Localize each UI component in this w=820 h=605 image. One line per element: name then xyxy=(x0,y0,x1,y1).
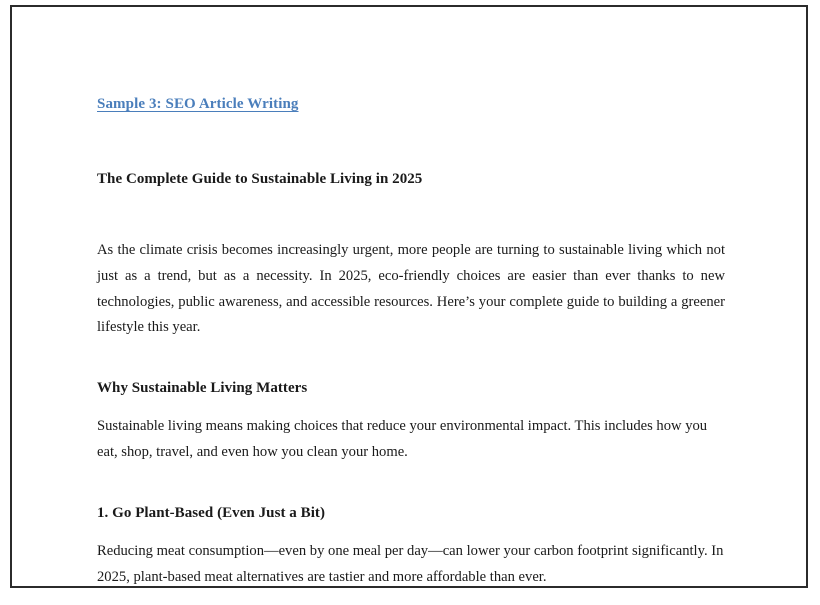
section-heading-go-plant-based: 1. Go Plant-Based (Even Just a Bit) xyxy=(97,504,326,521)
document-page xyxy=(10,5,808,588)
section-heading-why-sustainable-living-matters: Why Sustainable Living Matters xyxy=(97,380,308,397)
section-two-paragraph: Reducing meat consumption—even by one meal per day—can lower your carbon footprint significantly. In 2025, plant-based meat alternatives are tastier and more affordable than ever. xyxy=(97,542,724,585)
intro-paragraph: As the climate crisis becomes increasingly urgent, more people are turning to sustainable living which not just as a trend, but as a necessity. In 2025, eco-friendly choices are easier than ever thanks to new technologies, public awareness, and accessible resources. Here’s your complete guide to building a greener lifestyle this year. xyxy=(97,242,725,336)
section-one-paragraph: Sustainable living means making choices that reduce your environmental impact. This includes how you eat, shop, travel, and even how you clean your home. xyxy=(97,418,708,460)
article-title: The Complete Guide to Sustainable Living in 2025 xyxy=(97,171,423,187)
document-content xyxy=(97,95,725,605)
section-link-sample-3[interactable]: Sample 3: SEO Article Writing xyxy=(97,96,299,112)
